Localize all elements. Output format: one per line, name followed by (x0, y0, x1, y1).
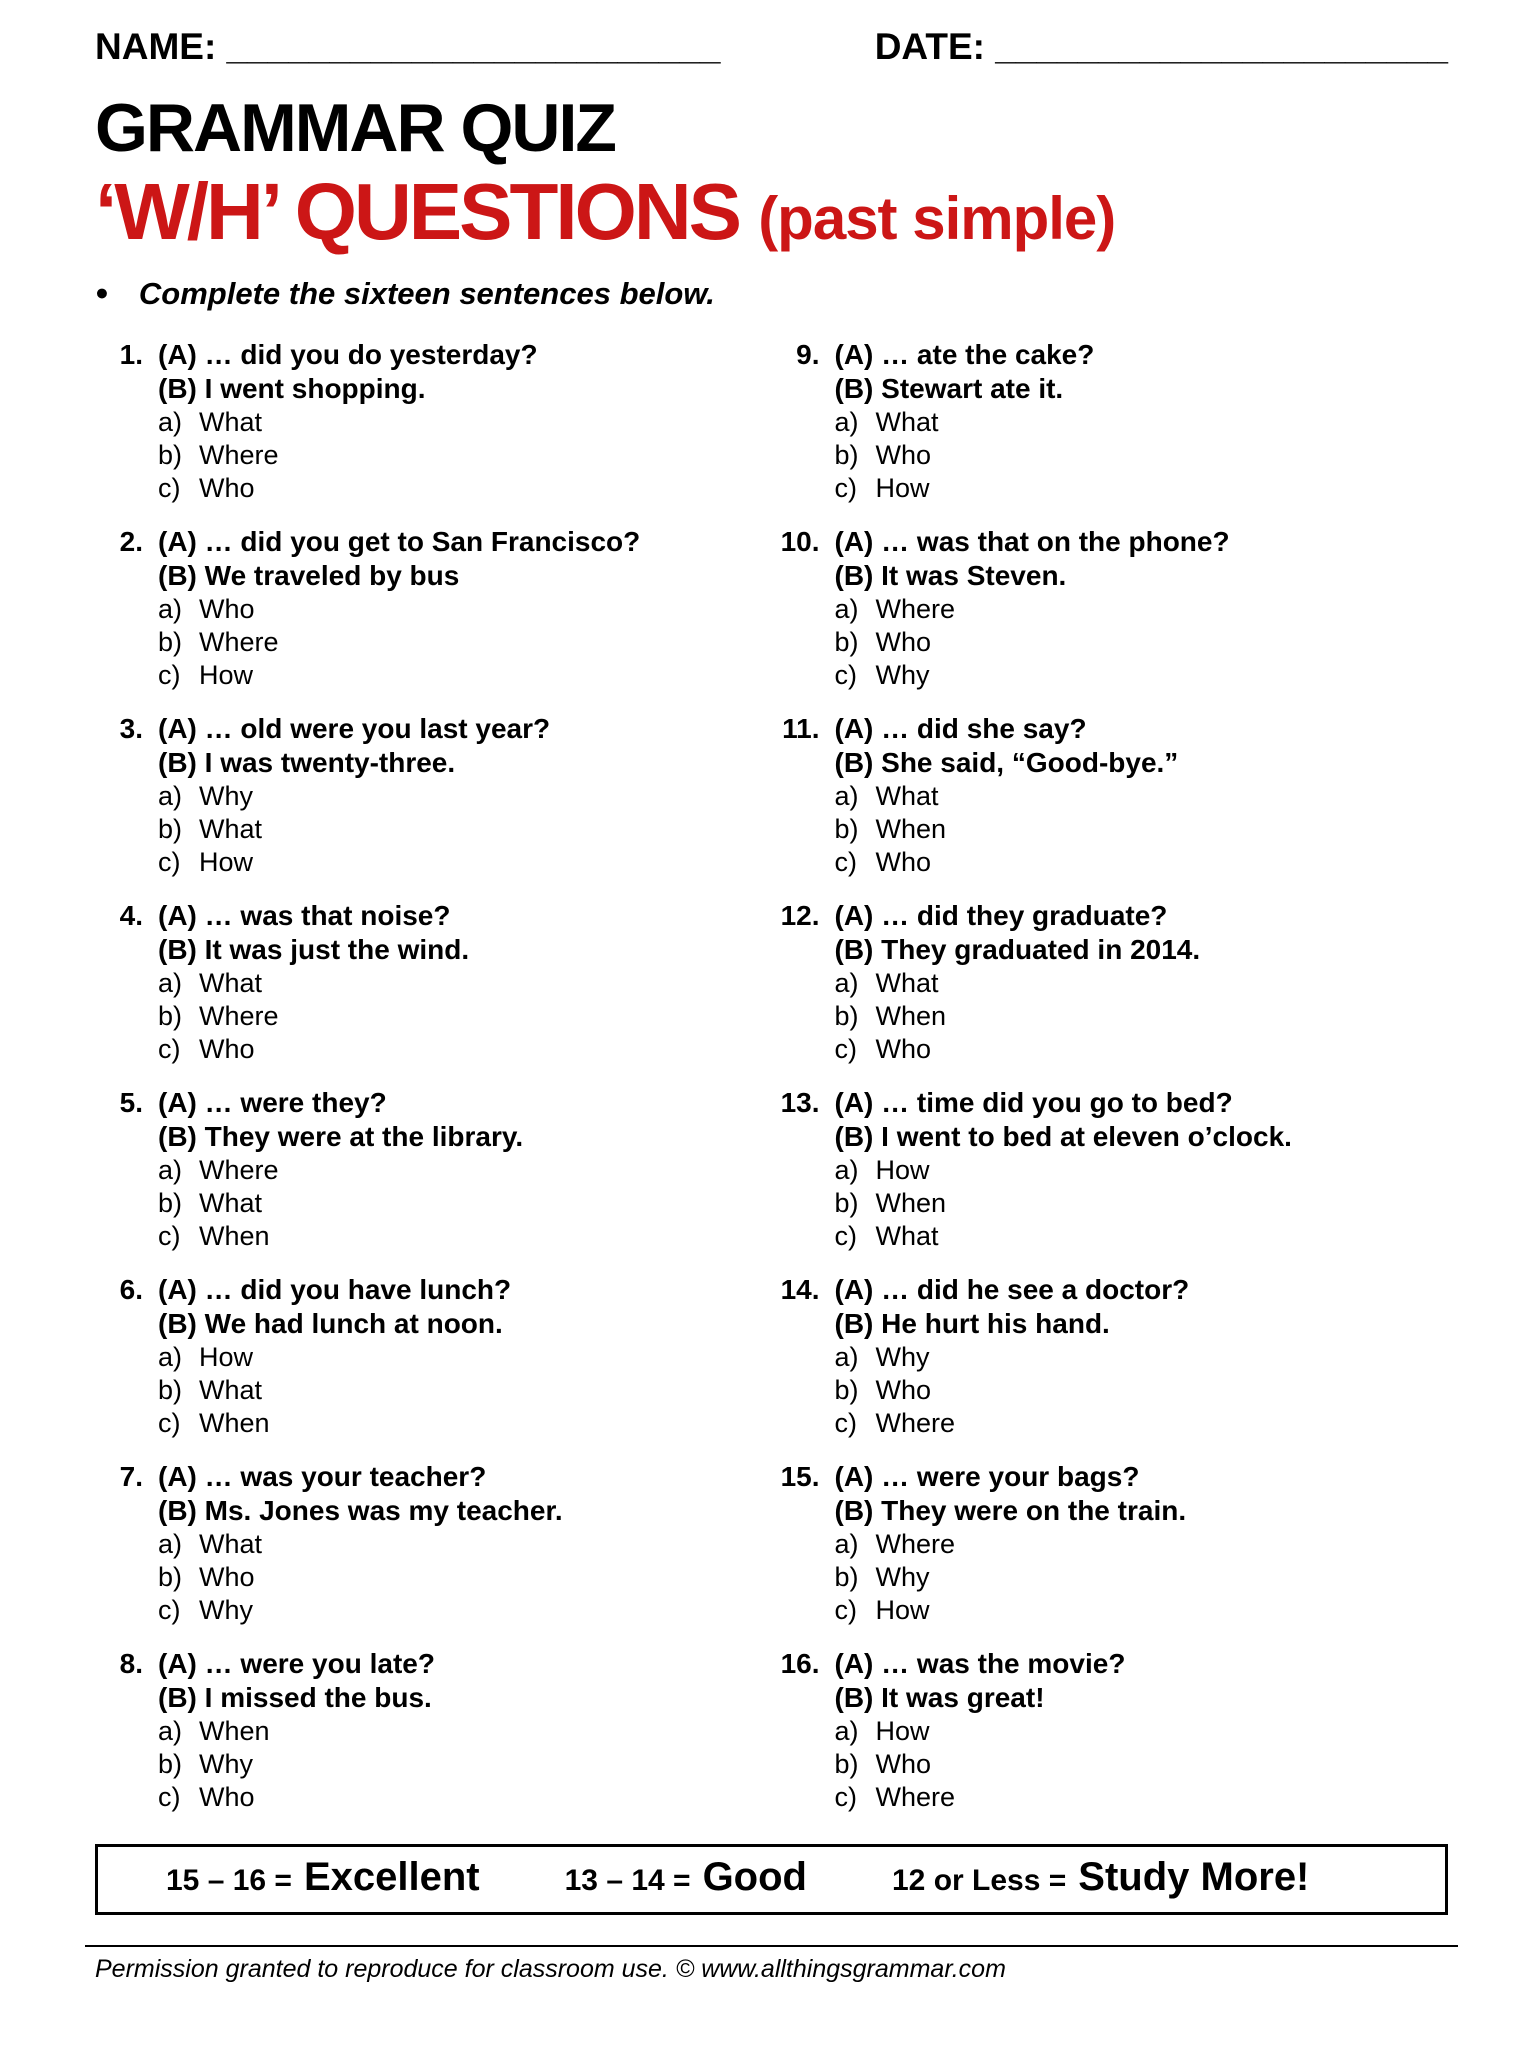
answer-option-text: Who (199, 1782, 255, 1812)
page-title: GRAMMAR QUIZ (95, 90, 615, 166)
question-body (158, 712, 550, 879)
answer-option-key: a) (834, 594, 859, 624)
question-body (835, 712, 1179, 879)
answer-option-key: c) (834, 1034, 857, 1064)
question-item (772, 338, 1449, 505)
quiz-subtitle-main: ‘W/H’ QUESTIONS (95, 167, 739, 256)
date-blank-line: ______________________ (995, 26, 1448, 67)
answer-option (835, 1715, 1126, 1748)
question-item (772, 525, 1449, 692)
answer-option-key: b) (158, 627, 183, 657)
question-number: 11. (782, 713, 820, 744)
answer-option (835, 1407, 1190, 1440)
name-field (95, 26, 720, 68)
question-number: 13. (780, 1087, 820, 1118)
answer-option-key: b) (834, 1562, 859, 1592)
question-item (772, 1647, 1449, 1814)
answer-option-key: c) (158, 847, 181, 877)
question-prompt-b: (B) They were on the train. (834, 1495, 1187, 1526)
answer-option-text: Where (875, 1782, 956, 1812)
answer-option-text: What (199, 1375, 263, 1405)
answer-option-key: c) (834, 1221, 857, 1251)
answer-option (158, 813, 550, 846)
answer-option (158, 1594, 563, 1627)
question-item (95, 1273, 772, 1440)
answer-option-text: How (199, 847, 254, 877)
answer-option (835, 659, 1230, 692)
name-blank-line: ________________________ (226, 26, 721, 67)
question-number: 3. (119, 713, 143, 744)
answer-option-key: a) (158, 1342, 183, 1372)
answer-option-key: a) (158, 968, 183, 998)
answer-option-text: Who (875, 440, 932, 470)
question-prompt-b: (B) I was twenty-three. (158, 747, 456, 778)
answer-option-key: c) (158, 1034, 181, 1064)
question-prompt-b: (B) They were at the library. (158, 1121, 524, 1152)
question-prompt-b: (B) Ms. Jones was my teacher. (158, 1495, 563, 1526)
answer-option-text: How (199, 1342, 254, 1372)
answer-option-text: How (875, 1716, 930, 1746)
answer-option (158, 659, 640, 692)
question-prompt-a: (A) … did you get to San Francisco? (158, 526, 641, 557)
answer-option-text: What (875, 1221, 939, 1251)
question-body (158, 899, 469, 1066)
answer-option (835, 1000, 1201, 1033)
question-prompt-b: (B) We had lunch at noon. (158, 1308, 503, 1339)
bullet-icon: ● (95, 278, 109, 305)
question-body (835, 1647, 1126, 1814)
questions-grid (95, 338, 1448, 1834)
answer-option (158, 1033, 469, 1066)
answer-option-text: How (875, 1155, 930, 1185)
answer-option-text: Who (875, 847, 932, 877)
question-prompt-b: (B) It was great! (834, 1682, 1045, 1713)
answer-option-text: How (199, 660, 254, 690)
answer-option-text: Who (199, 1034, 255, 1064)
footer-divider (85, 1945, 1458, 1947)
answer-option-key: a) (158, 781, 183, 811)
answer-option (835, 1187, 1292, 1220)
answer-option (158, 593, 640, 626)
answer-option-text: Who (199, 473, 255, 503)
question-body (158, 338, 538, 505)
answer-option-key: b) (158, 1001, 183, 1031)
question-number: 14. (780, 1274, 820, 1305)
answer-option (835, 406, 1095, 439)
score-range: 12 or Less = (891, 1864, 1067, 1897)
answer-option (158, 1528, 563, 1561)
answer-option (158, 780, 550, 813)
answer-option (158, 1748, 435, 1781)
answer-option-text: Where (199, 627, 279, 657)
answer-option (158, 406, 538, 439)
question-item (95, 525, 772, 692)
question-item (95, 899, 772, 1066)
answer-option-key: b) (834, 627, 859, 657)
answer-option (835, 1528, 1187, 1561)
answer-option-key: b) (158, 1188, 183, 1218)
answer-option-key: c) (158, 660, 181, 690)
answer-option-key: b) (834, 440, 859, 470)
question-item (772, 1460, 1449, 1627)
answer-option-key: b) (158, 814, 183, 844)
question-number: 2. (119, 526, 143, 557)
answer-option-key: c) (158, 473, 181, 503)
answer-option-text: How (875, 473, 930, 503)
question-prompt-a: (A) … were your bags? (834, 1461, 1140, 1492)
answer-option-key: a) (158, 1529, 183, 1559)
question-body (835, 1086, 1292, 1253)
question-prompt-b: (B) It was just the wind. (158, 934, 470, 965)
question-prompt-b: (B) I went to bed at eleven o’clock. (834, 1121, 1292, 1152)
answer-option-text: What (199, 1529, 263, 1559)
answer-option-text: When (875, 814, 947, 844)
question-prompt-a: (A) … old were you last year? (158, 713, 551, 744)
answer-option (158, 1154, 523, 1187)
answer-option-text: How (875, 1595, 930, 1625)
date-field (875, 26, 1448, 68)
date-label: DATE: (874, 26, 985, 67)
question-prompt-a: (A) … did she say? (834, 713, 1087, 744)
answer-option (158, 472, 538, 505)
answer-option-text: When (199, 1408, 270, 1438)
answer-option-key: b) (158, 440, 183, 470)
instruction-line (95, 276, 1448, 312)
answer-option-key: b) (834, 1375, 859, 1405)
answer-option-text: What (199, 1188, 263, 1218)
question-body (835, 525, 1230, 692)
question-number: 9. (796, 339, 820, 370)
answer-option-key: a) (158, 1155, 183, 1185)
question-prompt-a: (A) … was that on the phone? (834, 526, 1230, 557)
answer-option-text: What (875, 968, 939, 998)
question-prompt-b: (B) She said, “Good-bye.” (834, 747, 1179, 778)
question-prompt-b: (B) He hurt his hand. (834, 1308, 1110, 1339)
answer-option (835, 846, 1179, 879)
answer-option (158, 439, 538, 472)
answer-option-text: When (875, 1188, 947, 1218)
answer-option-text: Who (875, 1034, 932, 1064)
answer-option-text: Who (875, 1749, 932, 1779)
answer-option (835, 1781, 1126, 1814)
answer-option-text: Where (875, 594, 956, 624)
answer-option-text: When (199, 1716, 270, 1746)
answer-option-key: b) (158, 1749, 183, 1779)
answer-option-key: c) (834, 1595, 857, 1625)
answer-option (835, 472, 1095, 505)
score-item (565, 1855, 807, 1900)
answer-option (835, 593, 1230, 626)
answer-option-text: What (875, 781, 939, 811)
question-body (158, 1647, 435, 1814)
answer-option-text: When (875, 1001, 947, 1031)
question-body (158, 525, 640, 692)
question-item (95, 338, 772, 505)
answer-option (835, 1374, 1190, 1407)
answer-option-key: a) (834, 407, 859, 437)
answer-option-text: Who (199, 1562, 255, 1592)
question-body (158, 1273, 511, 1440)
answer-option-text: Where (199, 1001, 279, 1031)
answer-option (835, 626, 1230, 659)
question-item (95, 1647, 772, 1814)
answer-option-key: b) (834, 814, 859, 844)
question-prompt-b: (B) Stewart ate it. (834, 373, 1064, 404)
answer-option (158, 1374, 511, 1407)
question-prompt-b: (B) I went shopping. (158, 373, 426, 404)
question-number: 8. (119, 1648, 143, 1679)
question-body (835, 1460, 1187, 1627)
question-item (95, 1086, 772, 1253)
answer-option (158, 846, 550, 879)
answer-option-key: a) (834, 1342, 859, 1372)
answer-option (835, 1154, 1292, 1187)
question-body (835, 899, 1201, 1066)
answer-option (835, 813, 1179, 846)
answer-option-key: c) (834, 1408, 857, 1438)
answer-option-key: b) (834, 1749, 859, 1779)
answer-option-text: Why (875, 660, 930, 690)
footer-credit: Permission granted to reproduce for classroom use. © www.allthingsgrammar.com (95, 1955, 1006, 1983)
answer-option-text: Why (199, 1749, 253, 1779)
name-label: NAME: (95, 26, 217, 67)
question-prompt-a: (A) … did he see a doctor? (834, 1274, 1190, 1305)
answer-option-key: a) (158, 1716, 183, 1746)
question-item (772, 1273, 1449, 1440)
question-prompt-a: (A) … was that noise? (158, 900, 451, 931)
question-prompt-b: (B) We traveled by bus (158, 560, 460, 591)
question-prompt-a: (A) … did they graduate? (834, 900, 1168, 931)
answer-option-key: b) (158, 1375, 183, 1405)
quiz-subtitle-paren: (past simple) (758, 185, 1116, 252)
score-grade: Good (702, 1855, 807, 1899)
answer-option (158, 626, 640, 659)
question-prompt-a: (A) … did you have lunch? (158, 1274, 512, 1305)
answer-option (158, 1000, 469, 1033)
header-row (95, 26, 1448, 68)
answer-option (835, 1594, 1187, 1627)
answer-option-text: What (199, 814, 263, 844)
question-item (772, 1086, 1449, 1253)
answer-option-key: c) (834, 660, 857, 690)
question-prompt-a: (A) … did you do yesterday? (158, 339, 538, 370)
answer-option-text: Where (875, 1529, 956, 1559)
question-prompt-a: (A) … was the movie? (834, 1648, 1126, 1679)
answer-option-key: a) (834, 968, 859, 998)
answer-option-key: c) (834, 1782, 857, 1812)
question-item (772, 899, 1449, 1066)
question-number: 10. (780, 526, 820, 557)
answer-option (158, 1187, 523, 1220)
answer-option (158, 1407, 511, 1440)
answer-option-text: Where (199, 1155, 279, 1185)
question-prompt-a: (A) … were you late? (158, 1648, 435, 1679)
answer-option-text: Who (875, 1375, 932, 1405)
questions-column-left (95, 338, 772, 1834)
question-prompt-a: (A) … ate the cake? (834, 339, 1095, 370)
answer-option (835, 439, 1095, 472)
answer-option (835, 967, 1201, 1000)
question-body (835, 1273, 1190, 1440)
answer-option-key: a) (158, 594, 183, 624)
instruction-text: Complete the sixteen sentences below. (138, 276, 715, 311)
quiz-subtitle (95, 167, 1448, 256)
answer-option (158, 1715, 435, 1748)
question-body (158, 1460, 563, 1627)
answer-option-key: c) (158, 1595, 181, 1625)
answer-option-text: What (199, 968, 263, 998)
answer-option (835, 1220, 1292, 1253)
answer-option-text: What (875, 407, 939, 437)
answer-option-key: c) (158, 1782, 181, 1812)
score-item (166, 1855, 480, 1900)
answer-option (835, 1033, 1201, 1066)
question-item (772, 712, 1449, 879)
answer-option-key: a) (834, 1155, 859, 1185)
question-number: 6. (119, 1274, 143, 1305)
score-grade: Study More! (1078, 1855, 1310, 1899)
question-prompt-b: (B) I missed the bus. (158, 1682, 432, 1713)
answer-option (835, 1341, 1190, 1374)
question-number: 7. (119, 1461, 143, 1492)
answer-option-text: What (199, 407, 263, 437)
answer-option-key: b) (834, 1001, 859, 1031)
question-prompt-a: (A) … were they? (158, 1087, 387, 1118)
answer-option-key: a) (834, 781, 859, 811)
answer-option-key: b) (834, 1188, 859, 1218)
score-range: 13 – 14 = (564, 1864, 691, 1897)
answer-option-text: Why (875, 1342, 930, 1372)
question-number: 5. (119, 1087, 143, 1118)
answer-option-key: a) (158, 407, 183, 437)
answer-option-key: c) (158, 1221, 181, 1251)
answer-option (158, 1781, 435, 1814)
answer-option-key: a) (834, 1716, 859, 1746)
question-prompt-b: (B) They graduated in 2014. (834, 934, 1201, 965)
answer-option-key: c) (158, 1408, 181, 1438)
score-item (892, 1855, 1309, 1900)
score-box (95, 1844, 1448, 1915)
answer-option (158, 1561, 563, 1594)
question-body (835, 338, 1095, 505)
question-number: 4. (119, 900, 143, 931)
answer-option (835, 780, 1179, 813)
answer-option-key: c) (834, 473, 857, 503)
questions-column-right (772, 338, 1449, 1834)
question-prompt-a: (A) … was your teacher? (158, 1461, 487, 1492)
question-item (95, 1460, 772, 1627)
answer-option-text: Where (875, 1408, 956, 1438)
answer-option-text: Why (199, 781, 253, 811)
answer-option-key: b) (158, 1562, 183, 1592)
question-prompt-b: (B) It was Steven. (834, 560, 1067, 591)
answer-option-text: Where (199, 440, 279, 470)
answer-option (158, 1341, 511, 1374)
question-number: 16. (780, 1648, 820, 1679)
answer-option (158, 967, 469, 1000)
question-prompt-a: (A) … time did you go to bed? (834, 1087, 1233, 1118)
answer-option-text: Why (199, 1595, 253, 1625)
answer-option-text: Who (199, 594, 255, 624)
answer-option-key: a) (834, 1529, 859, 1559)
answer-option-key: c) (834, 847, 857, 877)
answer-option (158, 1220, 523, 1253)
answer-option (835, 1561, 1187, 1594)
answer-option (835, 1748, 1126, 1781)
answer-option-text: Why (875, 1562, 930, 1592)
question-body (158, 1086, 523, 1253)
answer-option-text: Who (875, 627, 932, 657)
question-item (95, 712, 772, 879)
answer-option-text: When (199, 1221, 270, 1251)
question-number: 12. (780, 900, 820, 931)
question-number: 1. (119, 339, 143, 370)
question-number: 15. (780, 1461, 820, 1492)
score-grade: Excellent (303, 1855, 480, 1899)
score-range: 15 – 16 = (166, 1864, 292, 1897)
